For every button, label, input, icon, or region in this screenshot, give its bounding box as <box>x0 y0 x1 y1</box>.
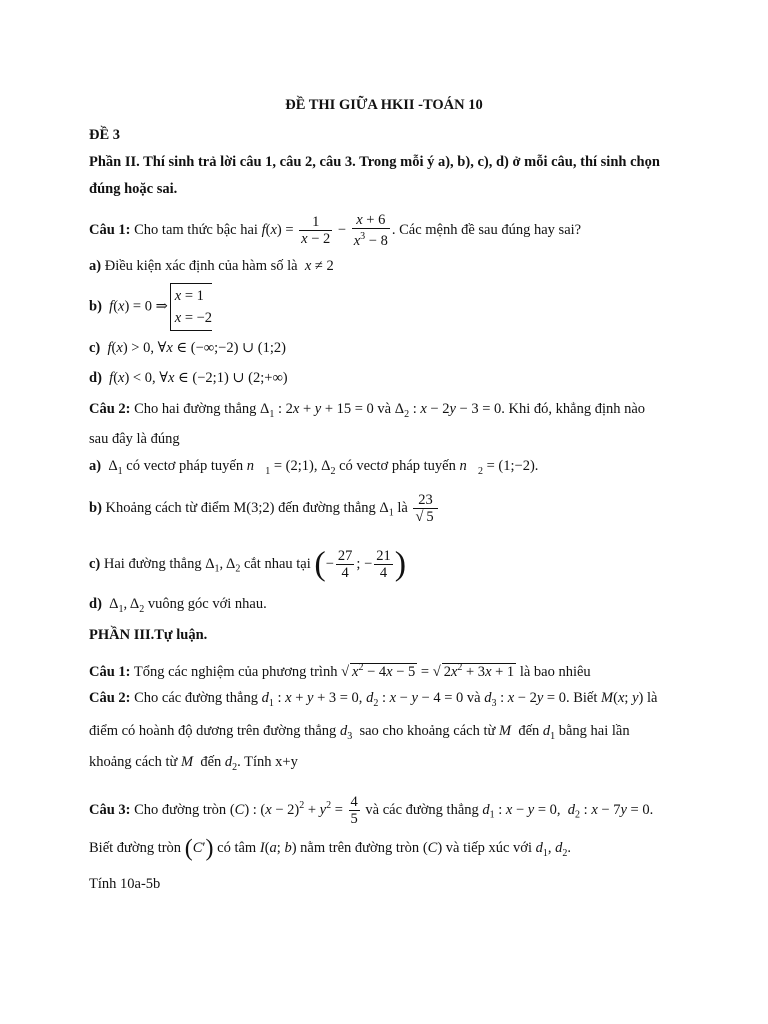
part2-heading-line2: đúng hoặc sai. <box>89 181 178 197</box>
part3-heading: PHẦN III.Tự luận. <box>89 627 208 643</box>
p3-q2-line2: điểm có hoành độ dương trên đường thẳng $d_3$ sao cho khoảng cách từ M đến $d_1$ bằng hai lần <box>89 723 630 742</box>
p2-q2-stem: Câu 2: Cho hai đường thẳng $\Delta_1$ : 2x + y + 15 = 0 và $\Delta_2$ : x − 2y − 3 = 0. Khi đó, khẳng định nào <box>89 401 646 420</box>
p3-q3-stem: Câu 3: Cho đường tròn (C) : $(x - 2)^2 + y^2$ = $\frac{4}{5}$ và các đường thẳng $d_1$ : x − y = 0, $d_2$ : x − 7y = 0. <box>89 794 654 827</box>
p3-q1: Câu 1: Tổng các nghiệm của phương trình √ $x^2 - 4x - 5$ = √ $2x^2 + 3x + 1$ là bao nhiêu <box>89 662 591 680</box>
exam-code: ĐỀ 3 <box>89 127 121 143</box>
p2-q2-a: a) $\Delta_1$ có vectơ pháp tuyến $n⃗_1$ = (2;1), $\Delta_2$ có vectơ pháp tuyến $n⃗_2$ = (1;−2). <box>89 458 539 477</box>
p3-q2-stem: Câu 2: Cho các đường thẳng $d_1$ : x + y + 3 = 0, $d_2$ : x − y − 4 = 0 và $d_3$ : x − 2y = 0. Biết M(x; y) là <box>89 690 658 709</box>
p2-q1-a: a) Điều kiện xác định của hàm số là x ≠ 2 <box>89 258 334 274</box>
p2-q2-b: b) Khoảng cách từ điểm M(3;2) đến đường thẳng $\Delta_1$ là $\frac{23}{√ 5}$ <box>89 492 440 525</box>
exam-title: ĐỀ THI GIỮA HKII -TOÁN 10 <box>285 97 483 113</box>
part2-heading-line1: Phần II. Thí sinh trả lời câu 1, câu 2, câu 3. Trong mỗi ý a), b), c), d) ở mỗi câu, thí sinh chọn <box>89 154 660 170</box>
p2-q1-c: c) f(x) > 0, ∀x ∈ (−∞;−2) ∪ (1;2) <box>89 340 286 356</box>
p3-q2-line3: khoảng cách từ M đến $d_2$. Tính x+y <box>89 754 298 773</box>
p3-q3-line3: Tính 10a-5b <box>89 876 161 892</box>
p3-q3-line2: Biết đường tròn (C′) có tâm I(a; b) nằm trên đường tròn (C) và tiếp xúc với $d_1$, $d_2$. <box>89 835 571 862</box>
p2-q2-c: c) Hai đường thẳng $\Delta_1$, $\Delta_2$ cắt nhau tại (− $\frac{27}{4}$ ; − $\frac{21}{4}$ ) <box>89 545 407 583</box>
p2-q2-d: d) $\Delta_1$, $\Delta_2$ vuông góc với nhau. <box>89 596 267 615</box>
p2-q1-stem: Câu 1: Cho tam thức bậc hai f(x) = $\frac{1}{x - 2}$ − $\frac{x + 6}{x^3 - 8}$ . Các mệnh đề sau đúng hay sai? <box>89 212 582 249</box>
p2-q1-b: b) f(x) = 0 ⇒x = 1 x = −2 <box>89 283 212 331</box>
p2-q2-line2: sau đây là đúng <box>89 431 180 447</box>
p2-q1-d: d) f(x) < 0, ∀x ∈ (−2;1) ∪ (2;+∞) <box>89 370 288 386</box>
